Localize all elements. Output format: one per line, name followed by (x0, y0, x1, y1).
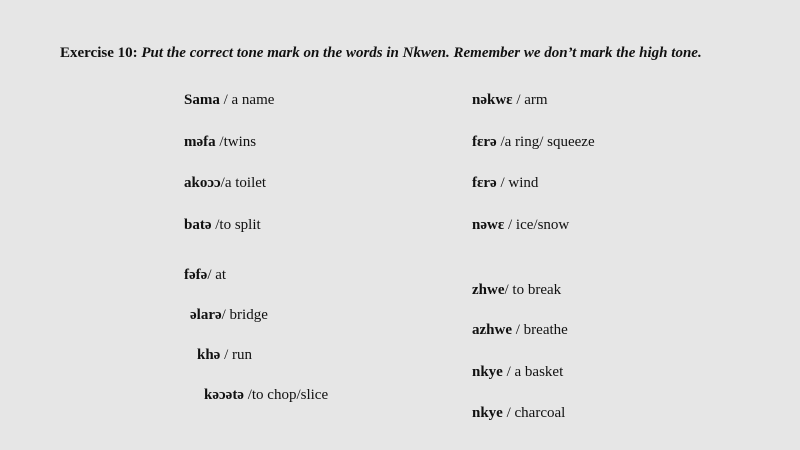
list-item (184, 91, 274, 109)
word-gloss: /to split (211, 217, 261, 233)
list-item (184, 266, 226, 284)
word-gloss: / bridge (221, 307, 268, 323)
list-item (197, 346, 252, 364)
word-gloss: /a toilet (220, 175, 267, 191)
word-term: zhwe (472, 282, 505, 298)
list-item (472, 91, 548, 109)
word-gloss: / a basket (502, 364, 564, 380)
list-item (184, 216, 261, 234)
word-gloss: / run (220, 347, 253, 363)
word-gloss: / to break (504, 282, 562, 298)
word-term: nəkwɛ (472, 92, 513, 108)
word-term: fɛrə (472, 134, 497, 150)
exercise-label: Exercise 10: (60, 45, 138, 61)
exercise-instruction: Put the correct tone mark on the words in Nkwen. Remember we don’t mark the high tone. (141, 45, 702, 61)
word-term: Sama (184, 92, 220, 108)
word-term: məfa (184, 134, 216, 150)
list-item (472, 174, 538, 192)
word-gloss: / ice/snow (504, 217, 570, 233)
word-gloss: /a ring/ squeeze (496, 134, 595, 150)
word-gloss: / at (207, 267, 227, 283)
word-term: nkye (472, 405, 503, 421)
list-item (472, 133, 595, 151)
list-item (472, 216, 569, 234)
word-gloss: /twins (215, 134, 257, 150)
word-gloss: / charcoal (502, 405, 566, 421)
word-gloss: / breathe (512, 322, 568, 338)
word-term: fɛrə (472, 175, 497, 191)
word-term: əlarə (190, 307, 222, 323)
word-gloss: / a name (219, 92, 275, 108)
list-item (184, 174, 266, 192)
word-gloss: / arm (512, 92, 548, 108)
word-term: nəwɛ (472, 217, 505, 233)
list-item (472, 404, 565, 422)
word-term: khə (197, 347, 221, 363)
word-term: batə (184, 217, 212, 233)
word-term: nkye (472, 364, 503, 380)
word-term: kəɔətə (204, 387, 244, 403)
list-item (472, 281, 561, 299)
exercise-heading (60, 44, 702, 62)
word-gloss: / wind (496, 175, 539, 191)
list-item (472, 363, 563, 381)
list-item (472, 321, 568, 339)
list-item (204, 386, 328, 404)
word-term: akoɔɔ (184, 175, 221, 191)
word-term: fəfə (184, 267, 208, 283)
list-item (184, 133, 256, 151)
list-item (190, 306, 268, 324)
word-term: azhwe (472, 322, 512, 338)
word-gloss: /to chop/slice (243, 387, 329, 403)
